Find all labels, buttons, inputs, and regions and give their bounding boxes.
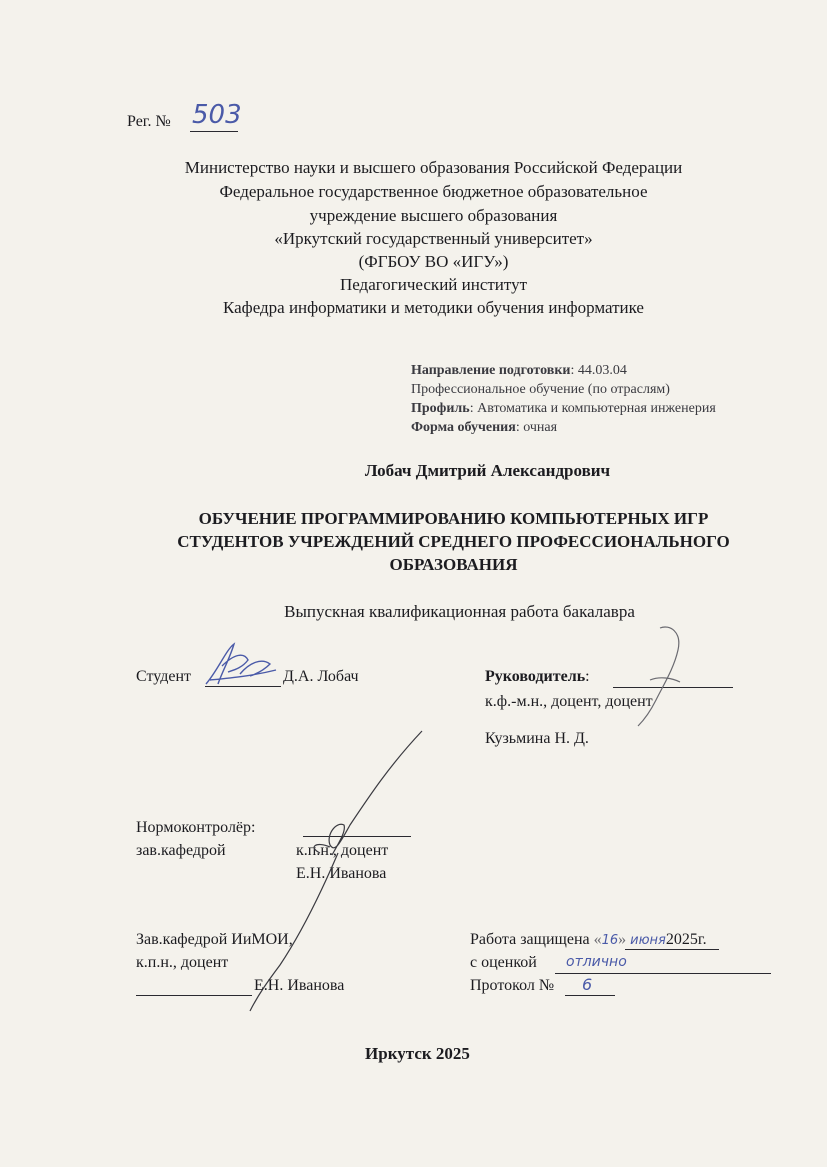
- supervisor-label: Руководитель: [485, 668, 586, 685]
- form-line: [411, 420, 557, 436]
- header-line-4: «Иркутский государственный университет»: [274, 229, 593, 248]
- student-name: Д.А. Лобач: [283, 668, 359, 685]
- supervisor-degree: к.ф.-м.н., доцент, доцент: [485, 693, 653, 710]
- defense-date-close: »: [618, 931, 627, 948]
- normcontrol-position: зав.кафедрой: [136, 842, 226, 859]
- direction-line: [411, 363, 627, 379]
- reg-underline: [190, 131, 238, 132]
- student-signature: [200, 640, 280, 690]
- header-line-6: Педагогический институт: [339, 275, 528, 294]
- protocol-underline: [565, 995, 615, 996]
- reg-label: Рег. №: [127, 113, 171, 130]
- city-year: Иркутск 2025: [365, 1044, 470, 1063]
- direction-value: : 44.03.04: [570, 363, 627, 378]
- grade-label: с оценкой: [470, 954, 537, 971]
- supervisor-colon: :: [585, 668, 590, 685]
- work-type: Выпускная квалификационная работа бакалавра: [284, 602, 635, 621]
- author-name: Лобач Дмитрий Александрович: [364, 461, 611, 480]
- form-value: : очная: [515, 420, 558, 435]
- defense-month: июня: [630, 933, 666, 948]
- defense-date-underline: [625, 949, 719, 950]
- grade-underline: [555, 973, 771, 974]
- thesis-title-line-1: ОБУЧЕНИЕ ПРОГРАММИРОВАНИЮ КОМПЬЮТЕРНЫХ ИГР: [198, 509, 709, 528]
- normcontrol-label: Нормоконтролёр:: [136, 819, 256, 836]
- defense-year: 2025г.: [665, 931, 707, 948]
- supervisor-label-line: [485, 668, 590, 686]
- head-line-1: Зав.кафедрой ИиМОИ,: [136, 931, 293, 948]
- head-name: Е.Н. Иванова: [254, 977, 345, 994]
- direction-line-2: Профессиональное обучение (по отраслям): [411, 382, 670, 397]
- defense-date-open: «: [593, 931, 602, 948]
- header-line-2: Федеральное государственное бюджетное образовательное: [219, 182, 648, 201]
- thesis-title-line-2: СТУДЕНТОВ УЧРЕЖДЕНИЙ СРЕДНЕГО ПРОФЕССИОНАЛЬНОГО: [177, 532, 730, 551]
- defense-line: [470, 931, 707, 949]
- defense-label: Работа защищена: [470, 931, 590, 948]
- header-line-7: Кафедра информатики и методики обучения информатике: [223, 298, 644, 317]
- student-label: Студент: [136, 668, 192, 685]
- normcontrol-name: Е.Н. Иванова: [296, 865, 387, 882]
- direction-label: Направление подготовки: [411, 363, 571, 378]
- protocol-label: Протокол №: [470, 977, 555, 994]
- header-line-5: (ФГБОУ ВО «ИГУ»): [358, 252, 509, 271]
- defense-day: 16: [601, 933, 619, 948]
- normcontrol-degree: к.п.н., доцент: [296, 842, 389, 859]
- header-line-3: учреждение высшего образования: [309, 206, 558, 225]
- form-label: Форма обучения: [411, 420, 516, 435]
- reg-number: 503: [192, 100, 242, 130]
- grade-value: отлично: [566, 954, 627, 970]
- head-signature-line: [136, 995, 252, 996]
- thesis-title-line-3: ОБРАЗОВАНИЯ: [389, 555, 518, 574]
- profile-value: : Автоматика и компьютерная инженерия: [469, 401, 716, 416]
- header-line-1: Министерство науки и высшего образования Российской Федерации: [184, 158, 683, 177]
- profile-line: [411, 401, 716, 417]
- head-line-2: к.п.н., доцент: [136, 954, 229, 971]
- supervisor-signature: [620, 620, 700, 730]
- protocol-number: 6: [582, 975, 593, 994]
- supervisor-name: Кузьмина Н. Д.: [485, 730, 589, 747]
- profile-label: Профиль: [411, 401, 470, 416]
